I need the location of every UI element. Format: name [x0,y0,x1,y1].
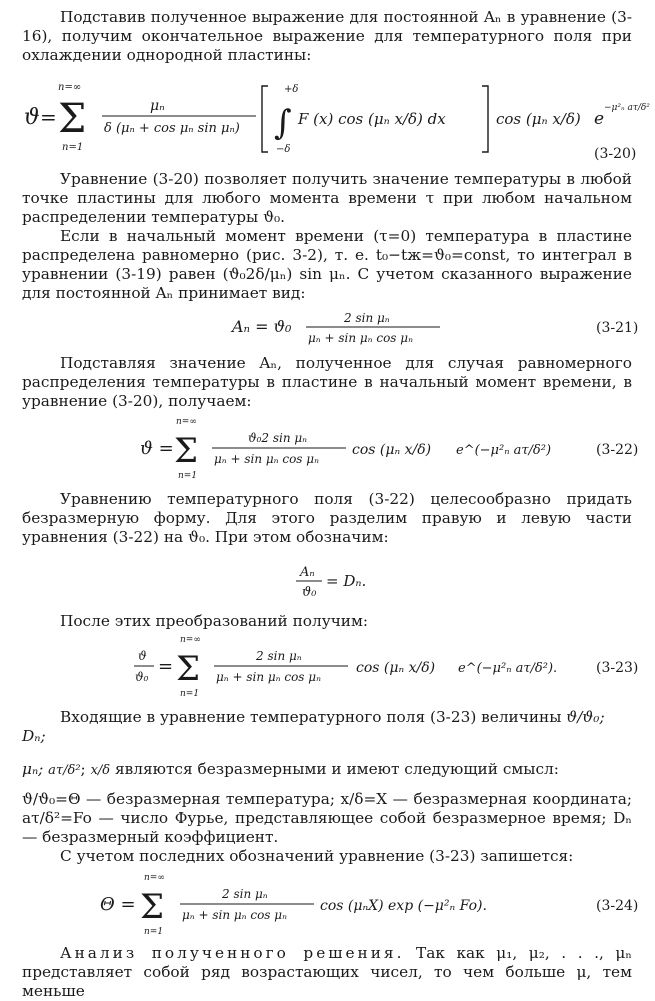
eq20-denominator: δ (μₙ + cos μₙ sin μₙ) [104,121,240,136]
eq20-theta: ϑ [24,105,40,130]
eq23-lhs-numerator: ϑ [138,649,147,663]
eq20-exponent: −μ²ₙ aτ/δ² [604,103,650,113]
eq20-sum-upper: n=∞ [58,82,82,93]
eq20-left-bracket [262,86,268,152]
paragraph-analysis: Анализ полученного решения. Так как μ₁, μ₂, . . ., μₙ представляет собой ряд возрастающих чисел, то чем больше μ, тем меньше [22,944,632,1000]
eq23-sum-upper: n=∞ [180,635,201,645]
equation-3-20 [0,78,655,166]
eq22-lhs: ϑ = [140,438,174,459]
eq22-numerator: ϑ₀2 sin μₙ [248,431,308,445]
equation-3-21-svg [0,304,655,354]
inline-x-ratio: x/δ [90,763,111,778]
equation-3-23-svg [0,634,655,704]
eq23-equals: = [158,656,174,677]
eq20-numerator: μₙ [150,98,165,114]
eq20-integrand: F (x) cos (μₙ x/δ) dx [298,110,446,128]
eq24-number: (3-24) [596,898,639,914]
equation-dn-svg [0,558,655,604]
eq22-sigma: Σ [174,431,199,471]
eq20-integral: ∫ [274,103,292,143]
eq22-cos-term: cos (μₙ x/δ) [352,442,432,458]
eq23-exp-term: e^(−μ²ₙ aτ/δ²). [458,661,558,676]
eq24-lhs: Θ = [100,894,136,915]
eq23-cos-term: cos (μₙ x/δ) [356,660,436,676]
paragraph-arbitrary-distribution: Уравнение (3-20) позволяет получить значение температуры в любой точке пластины для любого момента времени τ при любом начальном распределении температуры ϑ₀. Если в начальный момент времени (τ=0) температура в пластине распределена равномерно (рис. 3-2), т. е. t₀−tж=ϑ₀=const, то интеграл в уравнении (3-19) равен (ϑ₀2δ/μₙ) sin μₙ. С учетом сказанного выражение для постоянной Aₙ принимает вид: [22,170,632,302]
paragraph-definitions: ϑ/ϑ₀=Θ — безразмерная температура; x/δ=X — безразмерная координата; aτ/δ²=Fo — число Фурье, представляющее собой безразмерное время; Dₙ — безразмерный коэффициент. С учетом последних обозначений уравнение (3-23) запишется: [22,790,632,865]
eq22-denominator: μₙ + sin μₙ cos μₙ [214,452,319,466]
eq20-sigma: Σ [58,96,87,142]
dn-denominator: ϑ₀ [302,585,317,600]
eq21-numerator: 2 sin μₙ [344,311,390,325]
paragraph-after-transform: После этих преобразований получим: [60,612,369,630]
eq24-sigma: Σ [140,887,165,927]
eq20-exp-base: e [594,109,605,129]
eq21-number: (3-21) [596,320,639,336]
eq22-sum-upper: n=∞ [176,417,197,427]
eq20-cos-term: cos (μₙ x/δ) [496,110,581,128]
eq23-sum-lower: n=1 [180,689,200,699]
inline-dn: ; Dₙ; [22,708,605,745]
paragraph-dimensionless: Уравнению температурного поля (3-22) целесообразно придать безразмерную форму. Для этого разделим правую и левую части уравнения (3-22) на ϑ₀. При этом обозначим: [22,490,632,546]
inline-mu: μₙ; [22,760,44,778]
paragraph-quantities: Входящие в уравнение температурного поля (3-23) величины ϑ/ϑ₀; Dₙ; μₙ; aτ/δ²; x/δ являются безразмерными и имеют следующий смысл: [22,708,605,778]
eq24-tail: cos (μₙX) exp (−μ²ₙ Fo). [320,898,487,914]
equation-3-21 [0,304,655,354]
eq24-numerator: 2 sin μₙ [222,887,268,901]
paragraph-intro: Подставив полученное выражение для постоянной Aₙ в уравнение (3-16), получим окончательное выражение для температурного поля при охлаждении однородной пластины: [22,8,632,64]
equation-3-23 [0,634,655,704]
eq21-denominator: μₙ + sin μₙ cos μₙ [308,331,413,345]
eq24-sum-lower: n=1 [144,927,164,937]
eq23-sigma: Σ [176,649,201,689]
eq23-numerator: 2 sin μₙ [256,649,302,663]
eq20-int-upper: +δ [284,84,299,95]
eq20-int-lower: −δ [276,144,291,155]
dn-rhs: = Dₙ. [326,572,367,590]
inline-fourier-ratio: aτ/δ² [48,763,81,778]
eq20-right-bracket [482,86,488,152]
section-heading-analysis: Анализ полученного решения. [60,944,405,962]
eq22-sum-lower: n=1 [178,471,198,481]
eq21-lhs: Aₙ = ϑ₀ [232,317,292,336]
inline-theta-ratio: ϑ/ϑ₀ [566,708,600,726]
equation-dn-definition [0,558,655,604]
eq23-denominator: μₙ + sin μₙ cos μₙ [216,670,321,684]
eq23-lhs-denominator: ϑ₀ [135,670,149,684]
dn-numerator: Aₙ [300,565,315,580]
eq20-sum-lower: n=1 [62,142,84,153]
equation-3-24 [0,872,655,938]
eq23-number: (3-23) [596,660,639,676]
equation-3-20-svg [0,78,655,166]
eq20-number: (3-20) [594,146,637,162]
eq22-exp-term: e^(−μ²ₙ aτ/δ²) [456,443,552,458]
paragraph-uniform-substitution: Подставляя значение Aₙ, полученное для случая равномерного распределения температуры в пластине в начальный момент времени, в уравнение (3-20), получаем: [22,354,632,410]
equation-3-24-svg [0,872,655,938]
eq24-denominator: μₙ + sin μₙ cos μₙ [182,908,287,922]
equation-3-22 [0,416,655,484]
eq24-sum-upper: n=∞ [144,873,165,883]
equation-3-22-svg [0,416,655,484]
eq22-number: (3-22) [596,442,639,458]
eq20-equals: = [40,105,57,129]
